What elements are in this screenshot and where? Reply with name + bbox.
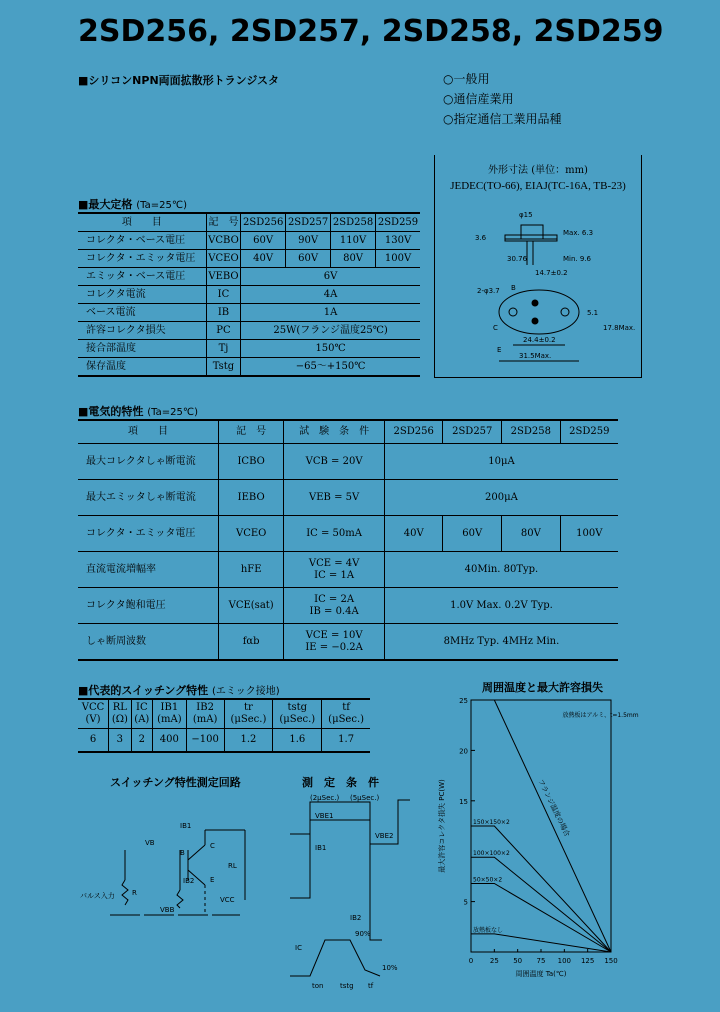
value: 400 — [152, 729, 186, 753]
dim-phi15: φ15 — [519, 211, 533, 219]
value: 40Min. 80Typ. — [384, 552, 618, 588]
item-name: 許容コレクタ損失 — [78, 322, 206, 340]
label-e: E — [210, 876, 215, 884]
value: 80V — [502, 516, 561, 552]
value: 1.0V Max. 0.2V Typ. — [384, 588, 618, 624]
value: 3 — [109, 729, 132, 753]
x-tick-label: 50 — [513, 957, 523, 965]
switching-title-text: ■代表的スイッチング特性 — [78, 684, 209, 697]
column-header: 2SD256 — [384, 420, 443, 444]
feature-1: ○一般用 — [443, 72, 490, 86]
value: 150℃ — [241, 340, 420, 358]
condition-line: VCB = 20V — [305, 455, 363, 467]
table-row — [78, 516, 618, 552]
column-header: 2SD258 — [502, 420, 561, 444]
column-header: 2SD259 — [376, 213, 420, 232]
value: 2 — [131, 729, 152, 753]
column-header: 2SD257 — [443, 420, 502, 444]
series-label: フランジ温度の場合 — [536, 778, 572, 838]
dim-24.4: 24.4±0.2 — [523, 336, 556, 344]
header-line: tf — [342, 702, 350, 713]
header-line: RL — [112, 702, 127, 713]
label-vbe2: VBE2 — [375, 832, 394, 840]
table-row — [78, 250, 420, 268]
ratings-title — [78, 196, 187, 212]
symbol: PC — [206, 322, 240, 340]
condition-line: VCE = 10V — [305, 629, 363, 641]
switching-condition: (エミック接地) — [212, 686, 280, 697]
table-row — [78, 322, 420, 340]
series-label: 放熱板なし — [473, 926, 504, 934]
label-ib2: IB2 — [350, 914, 362, 922]
chart-note: 放熱板はアルミ、t=1.5mm — [562, 712, 639, 720]
item-name: しゃ断周波数 — [78, 624, 219, 661]
item-name: 最大コレクタしゃ断電流 — [78, 444, 219, 480]
value: −100 — [186, 729, 224, 753]
header-line: (μSec.) — [328, 714, 365, 725]
label-ic: IC — [295, 944, 302, 952]
header-line: IB2 — [196, 702, 214, 713]
x-tick-label: 25 — [489, 957, 499, 965]
feature-2: ○通信産業用 — [443, 92, 514, 106]
symbol: fαb — [219, 624, 284, 661]
column-header: 記 号 — [206, 213, 240, 232]
label-vbb: VBB — [160, 906, 175, 914]
elec-condition: (Ta=25℃) — [147, 407, 198, 418]
label-pulse: パルス入力 — [80, 892, 115, 900]
label-ib1: IB1 — [315, 844, 327, 852]
header-line: (mA) — [192, 714, 218, 725]
value: 100V — [560, 516, 618, 552]
conditions-title: 測 定 条 件 — [302, 776, 379, 789]
header-line: IC — [136, 702, 148, 713]
symbol: VCEO — [206, 250, 240, 268]
ratings-condition: (Ta=25℃) — [136, 200, 187, 211]
ratings-title-text: ■最大定格 — [78, 198, 133, 211]
column-header — [322, 699, 370, 729]
item-name: 保存温度 — [78, 358, 206, 377]
switching-title — [78, 682, 280, 698]
package-outline-box — [434, 155, 642, 378]
column-header: 項 目 — [78, 213, 206, 232]
item-name: ベース電流 — [78, 304, 206, 322]
package-standard: JEDEC(TO-66), EIAJ(TC-16A, TB-23) — [450, 180, 626, 192]
value: 200μA — [384, 480, 618, 516]
symbol: ICBO — [219, 444, 284, 480]
dim-17.8: 17.8Max. — [603, 324, 636, 332]
value: 80V — [331, 250, 376, 268]
table-row — [78, 304, 420, 322]
chart-title: 周囲温度と最大許容損失 — [482, 681, 603, 694]
table-row — [78, 729, 370, 753]
elec-title — [78, 403, 198, 419]
item-name: コレクタ電流 — [78, 286, 206, 304]
label-c: C — [210, 842, 215, 850]
y-tick-label: 25 — [459, 697, 468, 705]
value: 60V — [443, 516, 502, 552]
column-header — [152, 699, 186, 729]
y-tick-label: 15 — [459, 797, 468, 806]
table-row — [78, 480, 618, 516]
condition-line: VEB = 5V — [309, 491, 360, 503]
table-row — [78, 624, 618, 661]
column-header: 項 目 — [78, 420, 219, 444]
electrical-table — [78, 419, 618, 661]
series-line — [494, 700, 611, 952]
value: 1.7 — [322, 729, 370, 753]
header-line: tr — [244, 702, 253, 713]
value: 8MHz Typ. 4MHz Min. — [384, 624, 618, 661]
x-tick-label: 150 — [604, 957, 618, 965]
item-name: コレクタ飽和電圧 — [78, 588, 219, 624]
column-header: 記 号 — [219, 420, 284, 444]
value: −65〜+150℃ — [241, 358, 420, 377]
label-ib1: IB1 — [180, 822, 192, 830]
series-label: 150×150×2 — [473, 819, 510, 826]
header-line: VCC — [81, 702, 105, 713]
table-row — [78, 232, 420, 250]
header-row — [78, 420, 618, 444]
dim-14.7: 14.7±0.2 — [535, 269, 568, 277]
series-line — [471, 857, 611, 952]
value: 6 — [78, 729, 109, 753]
symbol: Tstg — [206, 358, 240, 377]
value: 60V — [286, 250, 331, 268]
value: 25W(フランジ温度25℃) — [241, 322, 420, 340]
column-header — [186, 699, 224, 729]
value: 1A — [241, 304, 420, 322]
circuit-title: スイッチング特性測定回路 — [110, 776, 241, 789]
symbol: VCBO — [206, 232, 240, 250]
table-row — [78, 588, 618, 624]
label-ton: ton — [312, 982, 324, 990]
label-rl: RL — [228, 862, 237, 870]
symbol: VEBO — [206, 268, 240, 286]
column-header: 試 験 条 件 — [284, 420, 385, 444]
symbol: IEBO — [219, 480, 284, 516]
condition-line: IB = 0.4A — [309, 605, 359, 617]
condition-line: IC = 1A — [314, 569, 355, 581]
series-line — [471, 883, 611, 952]
column-header: 2SD258 — [331, 213, 376, 232]
page-title: 2SD256, 2SD257, 2SD258, 2SD259 — [78, 14, 664, 49]
x-tick-label: 75 — [536, 957, 546, 965]
column-header — [131, 699, 152, 729]
item-name: 接合部温度 — [78, 340, 206, 358]
value: 6V — [241, 268, 420, 286]
column-header: 2SD257 — [286, 213, 331, 232]
value: 4A — [241, 286, 420, 304]
symbol: hFE — [219, 552, 284, 588]
y-tick-label: 5 — [463, 898, 468, 907]
test-condition — [284, 480, 385, 516]
x-tick-label: 125 — [580, 957, 595, 965]
value: 100V — [376, 250, 420, 268]
label-10: 10% — [382, 964, 398, 972]
item-name: 直流電流増幅率 — [78, 552, 219, 588]
feature-3: ○指定通信工業用品種 — [443, 112, 562, 126]
value: 90V — [286, 232, 331, 250]
header-line: IB1 — [160, 702, 179, 713]
value: 40V — [384, 516, 443, 552]
label-tf: tf — [368, 982, 374, 990]
header-line: (μSec.) — [230, 714, 267, 725]
subtitle: ■シリコンNPN両面拡散形トランジスタ — [78, 74, 280, 87]
label-ib2: IB2 — [183, 877, 195, 885]
x-tick-label: 100 — [557, 957, 572, 965]
pin-e: E — [497, 346, 502, 354]
test-condition — [284, 588, 385, 624]
column-header: 2SD256 — [241, 213, 286, 232]
switching-circuit-diagram — [80, 790, 280, 940]
y-tick-label: 20 — [459, 747, 468, 756]
header-row — [78, 699, 370, 729]
dim-3.6: 3.6 — [475, 234, 487, 242]
label-vb: VB — [145, 839, 155, 847]
item-name: コレクタ・エミッタ電圧 — [78, 516, 219, 552]
item-name: コレクタ・エミッタ電圧 — [78, 250, 206, 268]
value: 60V — [241, 232, 286, 250]
value: 40V — [241, 250, 286, 268]
label-r: R — [132, 889, 137, 897]
column-header: 2SD259 — [560, 420, 618, 444]
condition-line: VCE = 4V — [308, 557, 360, 569]
dim-6.3: Max. 6.3 — [563, 229, 594, 237]
test-condition — [284, 624, 385, 661]
column-header — [273, 699, 322, 729]
series-label: 50×50×2 — [473, 876, 503, 884]
table-row — [78, 340, 420, 358]
symbol: IC — [206, 286, 240, 304]
conditions-waveform-diagram — [270, 790, 420, 990]
table-row — [78, 286, 420, 304]
header-row — [78, 213, 420, 232]
derating-chart — [430, 690, 639, 990]
label-t2: (5μSec.) — [350, 794, 380, 802]
elec-title-text: ■電気的特性 — [78, 405, 144, 418]
column-header — [224, 699, 273, 729]
table-row — [78, 552, 618, 588]
dim-31.5: 31.5Max. — [519, 352, 552, 360]
symbol: Tj — [206, 340, 240, 358]
test-condition — [284, 552, 385, 588]
table-row — [78, 268, 420, 286]
value: 1.6 — [273, 729, 322, 753]
dim-hole: 2-φ3.7 — [477, 287, 500, 295]
y-axis-label: 最大許容コレクタ損失 PC(W) — [438, 779, 446, 873]
label-t1: (2μSec.) — [310, 794, 340, 802]
header-line: (μSec.) — [279, 714, 316, 725]
package-drawing — [435, 195, 641, 375]
dim-5.1: 5.1 — [587, 309, 599, 317]
header-line: (V) — [85, 714, 101, 725]
symbol: VCE(sat) — [219, 588, 284, 624]
symbol: VCEO — [219, 516, 284, 552]
series-label: 100×100×2 — [473, 850, 510, 858]
test-condition — [284, 444, 385, 480]
label-vbe1: VBE1 — [315, 812, 334, 820]
label-b: B — [180, 849, 185, 857]
value: 110V — [331, 232, 376, 250]
value: 1.2 — [224, 729, 273, 753]
symbol: IB — [206, 304, 240, 322]
table-row — [78, 358, 420, 377]
dim-9.6: Min. 9.6 — [563, 255, 592, 263]
item-name: 最大エミッタしゃ断電流 — [78, 480, 219, 516]
column-header — [109, 699, 132, 729]
condition-line: IC = 2A — [314, 593, 355, 605]
dim-30.76: 30.76 — [507, 255, 528, 263]
header-line: (Ω) — [111, 714, 128, 725]
label-tstg: tstg — [340, 982, 354, 990]
label-vcc: VCC — [220, 896, 235, 904]
header-line: tstg — [287, 702, 308, 713]
value: 130V — [376, 232, 420, 250]
pin-c: C — [493, 324, 498, 332]
label-90: 90% — [355, 930, 371, 938]
condition-line: IE = −0.2A — [305, 641, 363, 653]
test-condition — [284, 516, 385, 552]
table-row — [78, 444, 618, 480]
package-title: 外形寸法 (単位：mm) — [488, 165, 588, 176]
header-line: (A) — [134, 714, 150, 725]
max-ratings-table — [78, 212, 420, 377]
switching-table — [78, 698, 370, 753]
column-header — [78, 699, 109, 729]
x-axis-label: 周囲温度 Ta(℃) — [515, 970, 567, 978]
item-name: エミッタ・ベース電圧 — [78, 268, 206, 286]
value: 10μA — [384, 444, 618, 480]
x-tick-label: 0 — [468, 957, 474, 965]
header-line: (mA) — [157, 714, 182, 725]
pin-b: B — [511, 284, 516, 292]
condition-line: IC = 50mA — [306, 527, 362, 539]
item-name: コレクタ・ベース電圧 — [78, 232, 206, 250]
